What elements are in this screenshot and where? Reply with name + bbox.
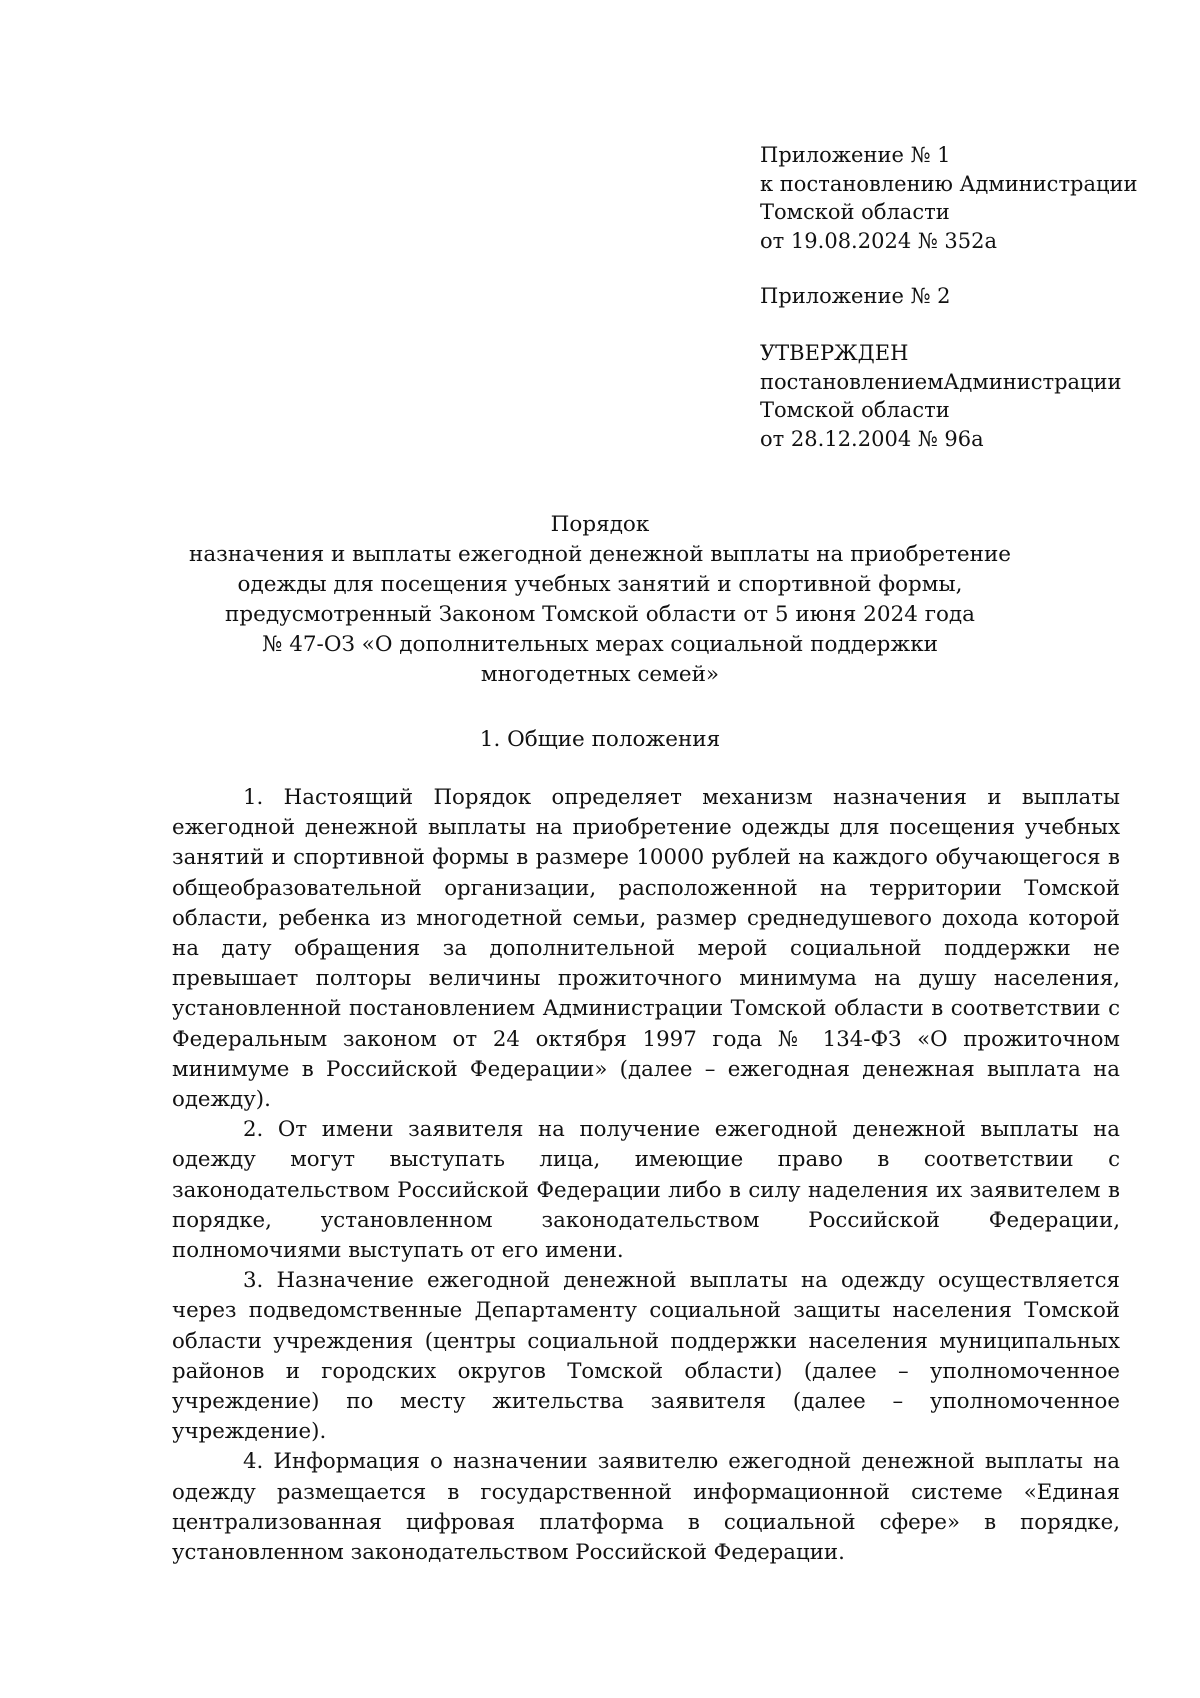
section-heading: 1. Общие положения	[479, 727, 721, 752]
approval-administration-word: Администрации	[943, 369, 1122, 394]
appendix-2-number: Приложение № 2	[760, 284, 951, 308]
title-line-2: назначения и выплаты ежегодной денежной выплаты на приобретение	[188, 542, 1012, 567]
approval-block	[760, 339, 1140, 453]
appendix-2-block	[760, 282, 1140, 311]
approval-resolution	[760, 368, 1122, 397]
appendix-1-date: от 19.08.2024 № 352а	[760, 228, 997, 253]
approval-title: УТВЕРЖДЕН	[760, 341, 909, 365]
approval-resolution-word: постановлением	[760, 369, 944, 394]
appendix-1-number: Приложение № 1	[760, 143, 951, 167]
appendix-1-resolution: к постановлению Администрации	[760, 171, 1138, 196]
title-line-3: одежды для посещения учебных занятий и спортивной формы,	[237, 572, 963, 597]
paragraph-2: 2. От имени заявителя на получение ежегодной денежной выплаты на одежду могут выступать лица, имеющие право в соответствии с законодательством Российской Федерации либо в силу наделения их заявителем в порядке, установленном законодательством Российской Федерации, полномочиями выступать от его имени.	[172, 1117, 1120, 1264]
title-line-5: № 47-ОЗ «О дополнительных мерах социальной поддержки	[262, 632, 938, 657]
title-line-1: Порядок	[550, 512, 650, 537]
title-line-6: многодетных семей»	[480, 662, 720, 687]
paragraph-3: 3. Назначение ежегодной денежной выплаты на одежду осуществляется через подведомственные Департаменту социальной защиты населения Томской области учреждения (центры социальной поддержки населения муниципальных районов и городских округов Томской области) (далее – уполномоченное учреждение) по месту жительства заявителя (далее – уполномоченное учреждение).	[172, 1268, 1120, 1445]
title-line-4: предусмотренный Законом Томской области от 5 июня 2024 года	[225, 602, 975, 627]
paragraph-4: 4. Информация о назначении заявителю ежегодной денежной выплаты на одежду размещается в государственной информационной системе «Единая централизованная цифровая платформа в социальной сфере» в порядке, установленном законодательством Российской Федерации.	[172, 1449, 1120, 1566]
appendix-1-region: Томской области	[760, 200, 950, 224]
approval-region: Томской области	[760, 398, 950, 422]
paragraph-1: 1. Настоящий Порядок определяет механизм назначения и выплаты ежегодной денежной выплаты на приобретение одежды для посещения учебных занятий и спортивной формы в размере 10000 рублей на каждого обучающегося в общеобразовательной организации, расположенной на территории Томской области, ребенка из многодетной семьи, размер среднедушевого дохода которой на дату обращения за дополнительной мерой социальной поддержки не превышает полторы величины прожиточного минимума на душу населения, установленной постановлением Администрации Томской области в соответствии с Федеральным законом от 24 октября 1997 года № 134-ФЗ «О прожиточном минимуме в Российской Федерации» (далее – ежегодная денежная выплата на одежду).	[172, 785, 1120, 1113]
approval-date: от 28.12.2004 № 96а	[760, 426, 984, 451]
section-body	[172, 783, 1120, 1568]
appendix-1-block	[760, 141, 1140, 255]
document-title	[160, 510, 1040, 690]
